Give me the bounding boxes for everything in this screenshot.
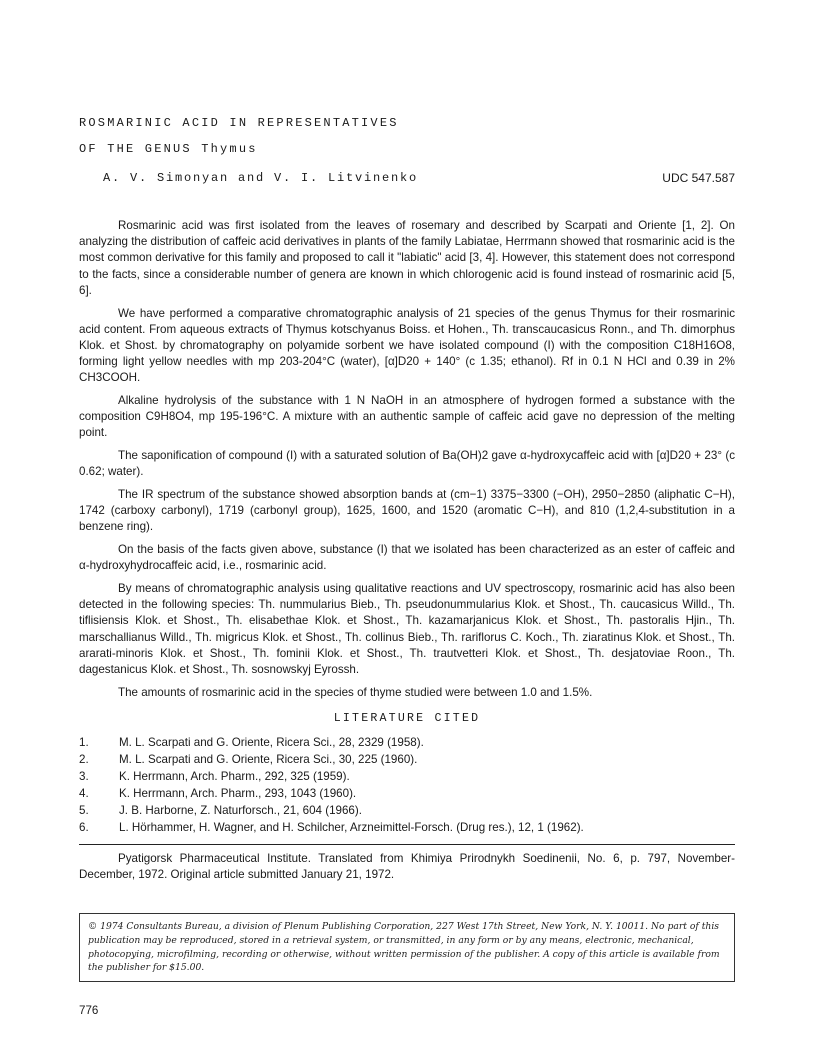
reference-item	[79, 786, 735, 803]
article-title	[79, 116, 399, 168]
reference-item	[79, 752, 735, 769]
reference-text: K. Herrmann, Arch. Pharm., 293, 1043 (1960).	[119, 787, 357, 801]
reference-list	[79, 735, 735, 837]
paragraph-8: The amounts of rosmarinic acid in the species of thyme studied were between 1.0 and 1.5%.	[118, 685, 593, 699]
paragraph-5: The IR spectrum of the substance showed absorption bands at (cm−1) 3375−3300 (−OH), 2950−2850 (aliphatic C−H), 1742 (carboxy carbonyl), 1719 (carbonyl group), 1625, 1600, and 1520 (aromatic C−H), and 810 (1,2,4-substitution in a benzene ring).	[79, 488, 735, 534]
reference-item	[79, 769, 735, 786]
authors: A. V. Simonyan and V. I. Litvinenko	[103, 171, 419, 185]
paragraph-6: On the basis of the facts given above, substance (I) that we isolated has been characterized as an ester of caffeic and α-hydroxyhydrocaffeic acid, i.e., rosmarinic acid.	[79, 543, 735, 573]
paragraph-1: Rosmarinic acid was first isolated from the leaves of rosemary and described by Scarpati and Oriente [1, 2]. On analyzing the distribution of caffeic acid derivatives in plants of the family Labiatae, Herrmann showed that rosmarinic acid is the most common derivative for this family and proposed to call it "labiatic" acid [3, 4]. However, this statement does not correspond to the facts, since a considerable number of genera are known in which chlorogenic acid is found instead of rosmarinic acid [5, 6].	[79, 219, 735, 297]
paragraph-3: Alkaline hydrolysis of the substance with 1 N NaOH in an atmosphere of hydrogen formed a substance with the composition C9H8O4, mp 195-196°C. A mixture with an authentic sample of caffeic acid gave no depression of the melting point.	[79, 394, 735, 440]
page-number: 776	[79, 1004, 99, 1017]
reference-number: 3.	[79, 770, 89, 784]
paragraph-2: We have performed a comparative chromatographic analysis of 21 species of the genus Thymus for their rosmarinic acid content. From aqueous extracts of Thymus kotschyanus Boiss. et Hohen., Th. transcaucasicus Ronn., and Th. dimorphus Klok. et Shost. by chromatography on polyamide sorbent we have isolated compound (I) with the composition C18H16O8, forming light yellow needles with mp 203-204°C (water), [α]D20 + 140° (c 1.35; ethanol). Rf in 0.1 N HCl and 0.39 in 2% CH3COOH.	[79, 306, 735, 385]
reference-text: K. Herrmann, Arch. Pharm., 292, 325 (1959).	[119, 770, 350, 784]
reference-item	[79, 820, 735, 837]
paragraph-7: By means of chromatographic analysis using qualitative reactions and UV spectroscopy, rosmarinic acid has also been detected in the following species: Th. nummularius Bieb., Th. pseudonummularius Klok. et Shost., Th. caucasicus Willd., Th. tiflisiensis Klok. et Shost., Th. elisabethae Klok. et Shost., Th. kazamarjanicus Klok. et Shost., Th. pastoralis Hjin., Th. marschallianus Willd., Th. migricus Klok. et Shost., Th. collinus Bieb., Th. rariflorus C. Koch., Th. ziaratinus Klok. et Shost., Th. ararati-minoris Klok. et Shost., Th. fominii Klok. et Shost., Th. trautvetteri Klok. et Shost., Th. desjatoviae Roon., Th. dagestanicus Klok. et Shost., Th. sosnowskyj Eyrossh.	[79, 582, 735, 677]
reference-number: 1.	[79, 736, 89, 750]
udc-code: UDC 547.587	[662, 171, 735, 185]
reference-text: M. L. Scarpati and G. Oriente, Ricera Sci., 30, 225 (1960).	[119, 753, 418, 767]
article-body	[79, 218, 735, 890]
paragraph-4: The saponification of compound (I) with a saturated solution of Ba(OH)2 gave α-hydroxycaffeic acid with [α]D20 + 23° (c 0.62; water).	[79, 449, 735, 479]
footnote-divider	[79, 844, 735, 845]
reference-number: 4.	[79, 787, 89, 801]
title-line-2: OF THE GENUS Thymus	[79, 142, 258, 156]
reference-text: J. B. Harborne, Z. Naturforsch., 21, 604 (1966).	[119, 804, 362, 818]
affiliation-note: Pyatigorsk Pharmaceutical Institute. Translated from Khimiya Prirodnykh Soedinenii, No. 6, p. 797, November-December, 1972. Original article submitted January 21, 1972.	[79, 852, 735, 882]
reference-number: 6.	[79, 821, 89, 835]
reference-text: M. L. Scarpati and G. Oriente, Ricera Sci., 28, 2329 (1958).	[119, 736, 424, 750]
title-line-1: ROSMARINIC ACID IN REPRESENTATIVES	[79, 116, 399, 130]
literature-heading: LITERATURE CITED	[333, 711, 481, 725]
reference-item	[79, 803, 735, 820]
reference-number: 2.	[79, 753, 89, 767]
reference-number: 5.	[79, 804, 89, 818]
copyright-notice: © 1974 Consultants Bureau, a division of Plenum Publishing Corporation, 227 West 17th Street, New York, N. Y. 10011. No part of this publication may be reproduced, stored in a retrieval system, or transmitted, in any form or by any means, electronic, mechanical, photocopying, microfilming, recording or otherwise, without written permission of the publisher. A copy of this article is available from the publisher for $15.00.	[79, 913, 735, 982]
reference-text: L. Hörhammer, H. Wagner, and H. Schilcher, Arzneimittel-Forsch. (Drug res.), 12, 1 (1962).	[119, 821, 584, 835]
reference-item	[79, 735, 735, 752]
